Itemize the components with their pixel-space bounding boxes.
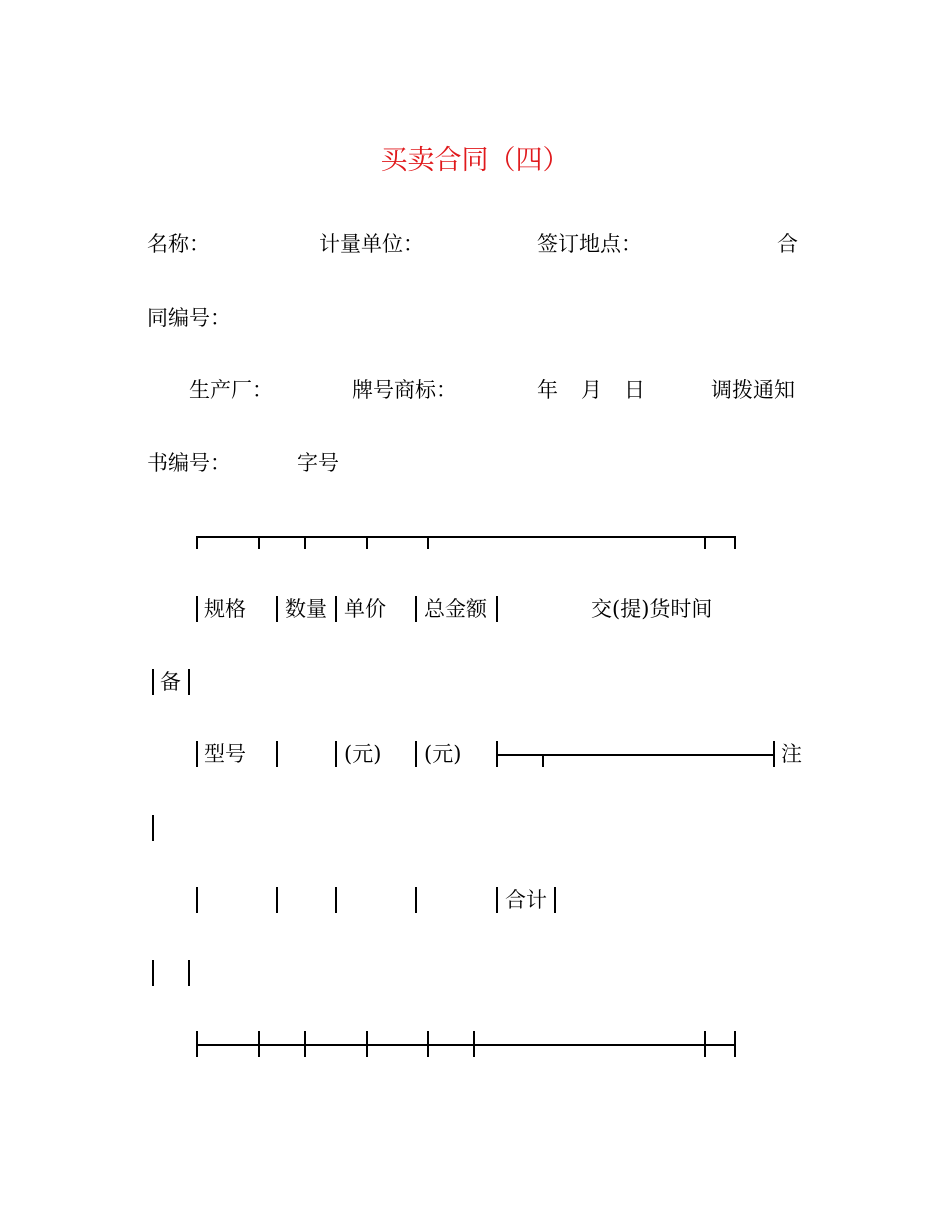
delivery-time-header: 交(提)货时间 [591, 597, 713, 621]
day-label: 日 [624, 378, 645, 402]
unit-price-header: 单价 [344, 597, 386, 621]
month-label: 月 [581, 378, 602, 402]
contract-no-label-part2: 同编号： [147, 306, 231, 330]
remark-label-part2: 注 [781, 742, 802, 766]
total-amount-header: 总金额 [424, 597, 487, 621]
contract-no-label-part1: 合 [777, 232, 798, 256]
total-amount-yuan: (元) [424, 742, 462, 766]
allocation-label-part2: 书编号： [147, 451, 231, 475]
contract-title: 买卖合同（四） [380, 145, 570, 176]
maker-label: 生产厂： [189, 378, 273, 402]
qty-header: 数量 [285, 597, 327, 621]
spec-header: 规格 [204, 597, 246, 621]
sum-label: 合计 [505, 888, 547, 912]
place-label: 签订地点： [537, 232, 642, 256]
allocation-label-part1: 调拨通知 [711, 378, 795, 402]
unit-price-yuan: (元) [344, 742, 382, 766]
remark-label-part1: 备 [160, 670, 181, 694]
name-label: 名称： [147, 232, 210, 256]
char-no-label: 字号 [297, 451, 339, 475]
year-label: 年 [537, 378, 558, 402]
unit-label: 计量单位： [319, 232, 424, 256]
brand-label: 牌号商标： [352, 378, 457, 402]
model-header: 型号 [204, 742, 246, 766]
